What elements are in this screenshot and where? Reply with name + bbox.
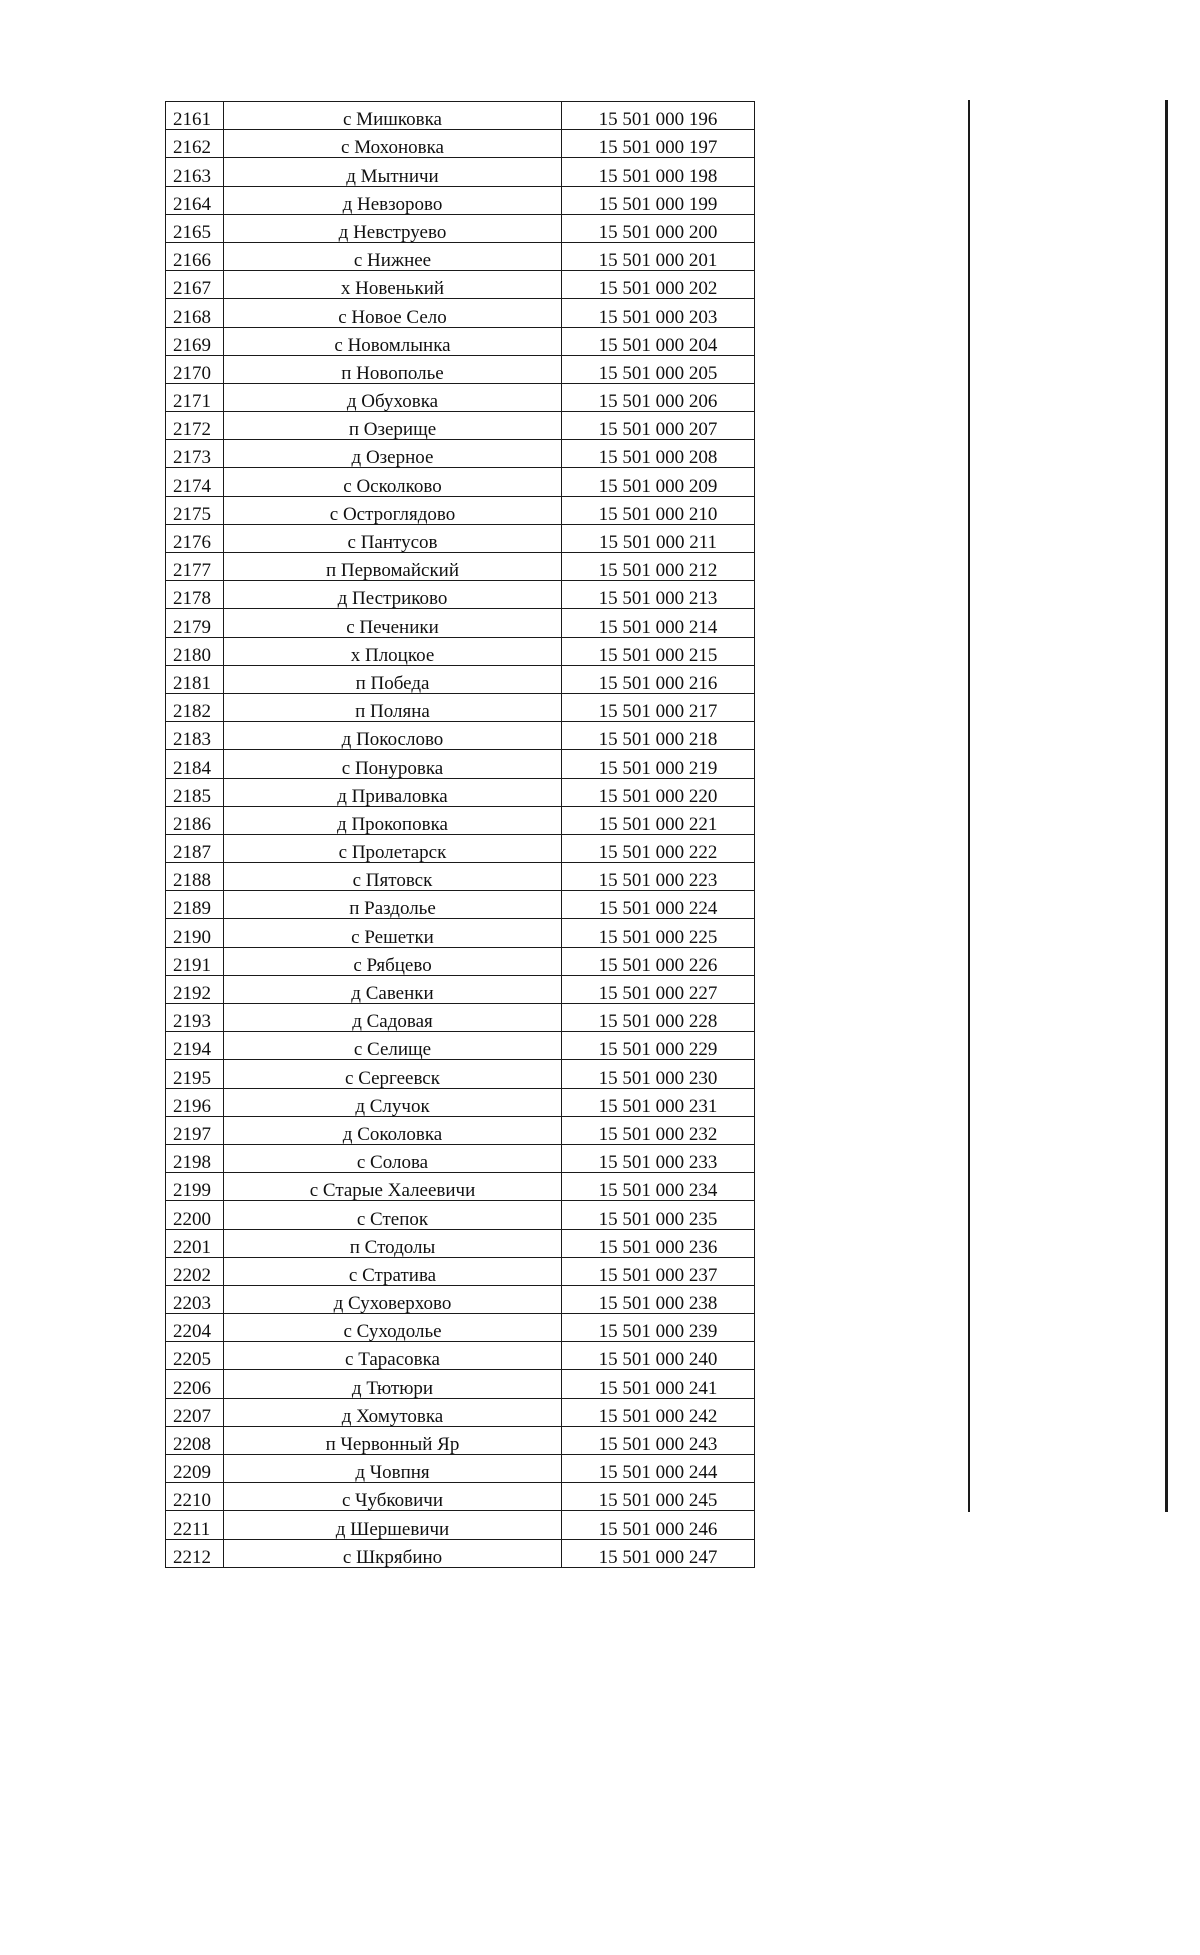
row-number-cell: 2182 <box>166 693 224 721</box>
settlement-code-cell: 15 501 000 199 <box>562 186 755 214</box>
table-row <box>166 1116 755 1144</box>
settlement-code-cell: 15 501 000 225 <box>562 919 755 947</box>
row-number-cell: 2197 <box>166 1116 224 1144</box>
row-number-cell: 2185 <box>166 778 224 806</box>
settlement-code-cell: 15 501 000 234 <box>562 1173 755 1201</box>
row-number-cell: 2186 <box>166 806 224 834</box>
settlement-name-cell: д Невзорово <box>224 186 562 214</box>
settlement-code-cell: 15 501 000 208 <box>562 440 755 468</box>
row-number-cell: 2188 <box>166 863 224 891</box>
settlement-code-cell: 15 501 000 196 <box>562 102 755 130</box>
row-number-cell: 2202 <box>166 1257 224 1285</box>
table-row <box>166 693 755 721</box>
row-number-cell: 2206 <box>166 1370 224 1398</box>
settlement-name-cell: с Пантусов <box>224 524 562 552</box>
settlement-code-cell: 15 501 000 243 <box>562 1426 755 1454</box>
row-number-cell: 2211 <box>166 1511 224 1539</box>
table-row <box>166 1455 755 1483</box>
settlement-name-cell: с Суходолье <box>224 1314 562 1342</box>
settlement-code-cell: 15 501 000 246 <box>562 1511 755 1539</box>
table-row <box>166 1342 755 1370</box>
table-row <box>166 975 755 1003</box>
table-row <box>166 750 755 778</box>
row-number-cell: 2193 <box>166 1004 224 1032</box>
table-row <box>166 581 755 609</box>
row-number-cell: 2178 <box>166 581 224 609</box>
settlement-code-cell: 15 501 000 201 <box>562 242 755 270</box>
row-number-cell: 2200 <box>166 1201 224 1229</box>
settlement-code-cell: 15 501 000 227 <box>562 975 755 1003</box>
settlement-name-cell: с Сергеевск <box>224 1060 562 1088</box>
table-row <box>166 1398 755 1426</box>
table-row <box>166 468 755 496</box>
settlement-name-cell: с Нижнее <box>224 242 562 270</box>
row-number-cell: 2162 <box>166 130 224 158</box>
settlement-name-cell: с Рябцево <box>224 947 562 975</box>
row-number-cell: 2179 <box>166 609 224 637</box>
settlement-code-cell: 15 501 000 207 <box>562 412 755 440</box>
settlement-code-cell: 15 501 000 230 <box>562 1060 755 1088</box>
settlement-code-cell: 15 501 000 221 <box>562 806 755 834</box>
settlement-code-cell: 15 501 000 223 <box>562 863 755 891</box>
table-row <box>166 637 755 665</box>
settlement-name-cell: с Тарасовка <box>224 1342 562 1370</box>
table-row <box>166 383 755 411</box>
row-number-cell: 2205 <box>166 1342 224 1370</box>
table-row <box>166 1285 755 1313</box>
settlement-name-cell: с Новомлынка <box>224 327 562 355</box>
settlement-name-cell: с Солова <box>224 1144 562 1172</box>
settlement-code-cell: 15 501 000 231 <box>562 1088 755 1116</box>
settlement-name-cell: п Поляна <box>224 693 562 721</box>
settlement-code-cell: 15 501 000 228 <box>562 1004 755 1032</box>
table-row <box>166 1173 755 1201</box>
settlement-name-cell: п Раздолье <box>224 891 562 919</box>
table-row <box>166 1370 755 1398</box>
table-row <box>166 355 755 383</box>
vertical-rule-right <box>1165 100 1168 1512</box>
row-number-cell: 2183 <box>166 722 224 750</box>
row-number-cell: 2177 <box>166 553 224 581</box>
row-number-cell: 2189 <box>166 891 224 919</box>
row-number-cell: 2196 <box>166 1088 224 1116</box>
row-number-cell: 2164 <box>166 186 224 214</box>
row-number-cell: 2195 <box>166 1060 224 1088</box>
table-row <box>166 609 755 637</box>
table-row <box>166 919 755 947</box>
settlement-code-cell: 15 501 000 226 <box>562 947 755 975</box>
settlement-name-cell: д Шершевичи <box>224 1511 562 1539</box>
table-row <box>166 440 755 468</box>
table-row <box>166 806 755 834</box>
settlement-name-cell: с Чубковичи <box>224 1483 562 1511</box>
settlement-name-cell: д Озерное <box>224 440 562 468</box>
settlement-name-cell: с Степок <box>224 1201 562 1229</box>
settlement-name-cell: с Селище <box>224 1032 562 1060</box>
settlement-code-cell: 15 501 000 200 <box>562 214 755 242</box>
settlement-name-cell: п Стодолы <box>224 1229 562 1257</box>
settlement-name-cell: д Невструево <box>224 214 562 242</box>
settlement-name-cell: с Стратива <box>224 1257 562 1285</box>
table-row <box>166 1032 755 1060</box>
row-number-cell: 2176 <box>166 524 224 552</box>
settlement-name-cell: д Соколовка <box>224 1116 562 1144</box>
row-number-cell: 2171 <box>166 383 224 411</box>
table-row <box>166 1511 755 1539</box>
row-number-cell: 2170 <box>166 355 224 383</box>
table-row <box>166 1088 755 1116</box>
settlement-name-cell: д Савенки <box>224 975 562 1003</box>
table-row <box>166 1144 755 1172</box>
settlement-code-cell: 15 501 000 222 <box>562 834 755 862</box>
settlement-name-cell: д Случок <box>224 1088 562 1116</box>
row-number-cell: 2201 <box>166 1229 224 1257</box>
row-number-cell: 2161 <box>166 102 224 130</box>
table-row <box>166 242 755 270</box>
row-number-cell: 2191 <box>166 947 224 975</box>
row-number-cell: 2198 <box>166 1144 224 1172</box>
row-number-cell: 2208 <box>166 1426 224 1454</box>
table-row <box>166 214 755 242</box>
settlement-code-cell: 15 501 000 238 <box>562 1285 755 1313</box>
settlement-name-cell: д Приваловка <box>224 778 562 806</box>
settlement-code-cell: 15 501 000 212 <box>562 553 755 581</box>
settlement-code-cell: 15 501 000 235 <box>562 1201 755 1229</box>
row-number-cell: 2169 <box>166 327 224 355</box>
row-number-cell: 2190 <box>166 919 224 947</box>
settlement-name-cell: д Мытничи <box>224 158 562 186</box>
row-number-cell: 2199 <box>166 1173 224 1201</box>
settlement-code-cell: 15 501 000 211 <box>562 524 755 552</box>
row-number-cell: 2165 <box>166 214 224 242</box>
settlement-code-cell: 15 501 000 215 <box>562 637 755 665</box>
row-number-cell: 2168 <box>166 299 224 327</box>
table-row <box>166 1229 755 1257</box>
settlement-code-cell: 15 501 000 206 <box>562 383 755 411</box>
settlement-code-cell: 15 501 000 216 <box>562 665 755 693</box>
settlement-name-cell: с Пятовск <box>224 863 562 891</box>
table-row <box>166 327 755 355</box>
table-row <box>166 722 755 750</box>
settlement-code-cell: 15 501 000 233 <box>562 1144 755 1172</box>
settlement-code-cell: 15 501 000 239 <box>562 1314 755 1342</box>
table-row <box>166 1426 755 1454</box>
row-number-cell: 2192 <box>166 975 224 1003</box>
row-number-cell: 2187 <box>166 834 224 862</box>
row-number-cell: 2174 <box>166 468 224 496</box>
table-row <box>166 1314 755 1342</box>
settlement-name-cell: с Пролетарск <box>224 834 562 862</box>
row-number-cell: 2175 <box>166 496 224 524</box>
row-number-cell: 2172 <box>166 412 224 440</box>
settlement-name-cell: х Новенький <box>224 271 562 299</box>
settlement-code-cell: 15 501 000 244 <box>562 1455 755 1483</box>
settlement-code-table <box>165 101 755 1568</box>
settlement-code-cell: 15 501 000 217 <box>562 693 755 721</box>
settlement-code-cell: 15 501 000 197 <box>562 130 755 158</box>
settlement-name-cell: х Плоцкое <box>224 637 562 665</box>
settlement-code-cell: 15 501 000 205 <box>562 355 755 383</box>
settlement-name-cell: с Печеники <box>224 609 562 637</box>
settlement-name-cell: д Човпня <box>224 1455 562 1483</box>
row-number-cell: 2180 <box>166 637 224 665</box>
row-number-cell: 2181 <box>166 665 224 693</box>
settlement-code-cell: 15 501 000 232 <box>562 1116 755 1144</box>
settlement-name-cell: с Мохоновка <box>224 130 562 158</box>
settlement-code-cell: 15 501 000 245 <box>562 1483 755 1511</box>
row-number-cell: 2203 <box>166 1285 224 1313</box>
settlement-code-cell: 15 501 000 198 <box>562 158 755 186</box>
table-row <box>166 412 755 440</box>
settlement-name-cell: д Обуховка <box>224 383 562 411</box>
settlement-code-cell: 15 501 000 204 <box>562 327 755 355</box>
table-row <box>166 1483 755 1511</box>
row-number-cell: 2207 <box>166 1398 224 1426</box>
table-row <box>166 186 755 214</box>
settlement-code-cell: 15 501 000 203 <box>562 299 755 327</box>
settlement-name-cell: п Озерище <box>224 412 562 440</box>
vertical-rule-left <box>968 100 970 1512</box>
settlement-name-cell: с Шкрябино <box>224 1539 562 1567</box>
row-number-cell: 2194 <box>166 1032 224 1060</box>
settlement-code-cell: 15 501 000 241 <box>562 1370 755 1398</box>
table-row <box>166 665 755 693</box>
table-row <box>166 891 755 919</box>
settlement-name-cell: п Новополье <box>224 355 562 383</box>
table-row <box>166 299 755 327</box>
row-number-cell: 2204 <box>166 1314 224 1342</box>
settlement-code-cell: 15 501 000 218 <box>562 722 755 750</box>
table-row <box>166 271 755 299</box>
settlement-name-cell: п Победа <box>224 665 562 693</box>
settlement-code-cell: 15 501 000 202 <box>562 271 755 299</box>
settlement-code-cell: 15 501 000 209 <box>562 468 755 496</box>
settlement-name-cell: с Мишковка <box>224 102 562 130</box>
settlement-code-cell: 15 501 000 240 <box>562 1342 755 1370</box>
table-row <box>166 158 755 186</box>
settlement-name-cell: с Новое Село <box>224 299 562 327</box>
row-number-cell: 2163 <box>166 158 224 186</box>
table-row <box>166 524 755 552</box>
row-number-cell: 2212 <box>166 1539 224 1567</box>
settlement-name-cell: д Покослово <box>224 722 562 750</box>
settlement-name-cell: с Остроглядово <box>224 496 562 524</box>
settlement-code-cell: 15 501 000 247 <box>562 1539 755 1567</box>
table-row <box>166 1060 755 1088</box>
table-body <box>166 102 755 1568</box>
settlement-name-cell: д Суховерхово <box>224 1285 562 1313</box>
table-row <box>166 778 755 806</box>
settlement-name-cell: с Решетки <box>224 919 562 947</box>
settlement-name-cell: с Понуровка <box>224 750 562 778</box>
table-row <box>166 1201 755 1229</box>
settlement-code-cell: 15 501 000 219 <box>562 750 755 778</box>
table-row <box>166 1257 755 1285</box>
settlement-code-cell: 15 501 000 242 <box>562 1398 755 1426</box>
settlement-name-cell: д Хомутовка <box>224 1398 562 1426</box>
row-number-cell: 2210 <box>166 1483 224 1511</box>
row-number-cell: 2184 <box>166 750 224 778</box>
settlement-name-cell: д Пестриково <box>224 581 562 609</box>
settlement-code-cell: 15 501 000 214 <box>562 609 755 637</box>
settlement-code-cell: 15 501 000 210 <box>562 496 755 524</box>
settlement-name-cell: д Садовая <box>224 1004 562 1032</box>
row-number-cell: 2173 <box>166 440 224 468</box>
settlement-name-cell: п Первомайский <box>224 553 562 581</box>
table-row <box>166 834 755 862</box>
table-row <box>166 1539 755 1567</box>
row-number-cell: 2209 <box>166 1455 224 1483</box>
table-row <box>166 553 755 581</box>
settlement-code-cell: 15 501 000 220 <box>562 778 755 806</box>
settlement-code-cell: 15 501 000 213 <box>562 581 755 609</box>
settlement-name-cell: с Осколково <box>224 468 562 496</box>
table-row <box>166 102 755 130</box>
settlement-code-cell: 15 501 000 236 <box>562 1229 755 1257</box>
settlement-name-cell: д Прокоповка <box>224 806 562 834</box>
settlement-name-cell: д Тютюри <box>224 1370 562 1398</box>
table-row <box>166 863 755 891</box>
table-row <box>166 496 755 524</box>
row-number-cell: 2166 <box>166 242 224 270</box>
settlement-code-cell: 15 501 000 237 <box>562 1257 755 1285</box>
table-row <box>166 1004 755 1032</box>
settlement-code-cell: 15 501 000 229 <box>562 1032 755 1060</box>
settlement-name-cell: п Червонный Яр <box>224 1426 562 1454</box>
row-number-cell: 2167 <box>166 271 224 299</box>
settlement-code-cell: 15 501 000 224 <box>562 891 755 919</box>
table-row <box>166 947 755 975</box>
settlement-name-cell: с Старые Халеевичи <box>224 1173 562 1201</box>
table-row <box>166 130 755 158</box>
